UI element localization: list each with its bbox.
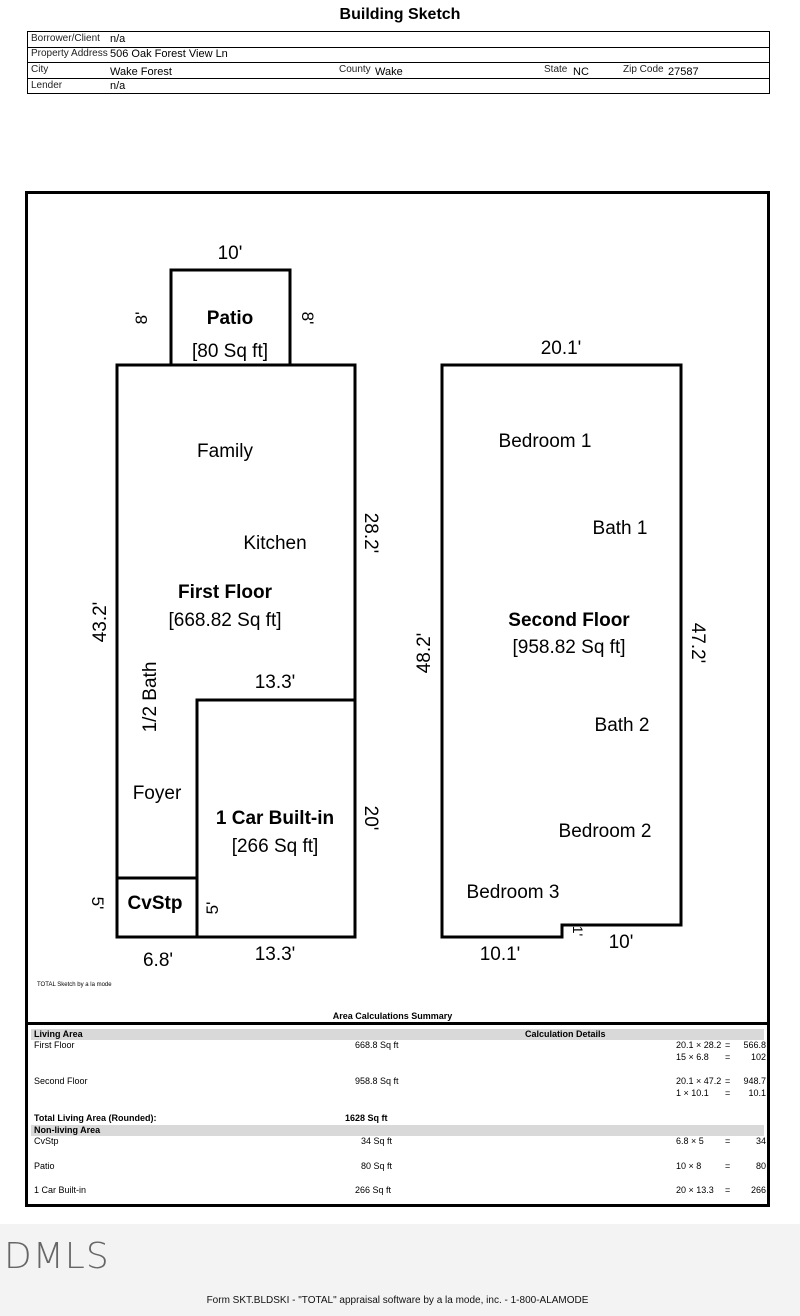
second-floor-calc-2: 1 × 10.1 — [676, 1088, 709, 1098]
dmls-logo: DMLS — [4, 1236, 110, 1277]
first-floor-calc-1: 20.1 × 28.2 — [676, 1040, 722, 1050]
city-label: City — [31, 64, 49, 75]
garage-right-dim: 20' — [360, 805, 381, 831]
borrower-label: Borrower/Client — [31, 33, 100, 44]
zip-value: 27587 — [668, 66, 699, 78]
second-floor-calc-2-result: 10.1 — [748, 1088, 766, 1098]
first-floor-label: First Floor — [34, 1040, 75, 1050]
patio-top-dim: 10' — [217, 243, 243, 264]
state-label: State — [544, 64, 568, 75]
garage-calc-eq: = — [725, 1185, 731, 1195]
second-floor-calc-1: 20.1 × 47.2 — [676, 1076, 722, 1086]
lender-label: Lender — [31, 80, 63, 91]
cvstp-name: CvStp — [127, 893, 183, 914]
room-bedroom-3: Bedroom 3 — [466, 882, 560, 903]
patio-value: 80 Sq ft — [361, 1161, 393, 1171]
state-value: NC — [573, 66, 589, 78]
second-floor-left-dim: 48.2' — [414, 632, 435, 674]
area-summary-table — [25, 1022, 770, 1207]
address-label: Property Address — [31, 48, 108, 59]
form-footer: Form SKT.BLDSKI - "TOTAL" appraisal software by a la mode, inc. - 1-800-ALAMODE — [206, 1295, 589, 1306]
lender-value: n/a — [110, 80, 126, 92]
patio-right-dim: 8' — [298, 311, 317, 325]
cvstp-label: CvStp — [34, 1136, 59, 1146]
second-floor-calc-2-eq: = — [725, 1088, 731, 1098]
first-floor-inner-dim: 13.3' — [254, 672, 296, 693]
second-floor-value: 958.8 Sq ft — [355, 1076, 399, 1086]
patio-calc-result: 80 — [755, 1161, 766, 1171]
garage-label: 1 Car Built-in — [34, 1185, 87, 1195]
living-area-band — [31, 1029, 764, 1040]
total-living-value: 1628 Sq ft — [345, 1113, 388, 1123]
nonliving-area-band — [31, 1125, 764, 1136]
address-value: 506 Oak Forest View Ln — [110, 48, 228, 60]
second-floor-area: [958.82 Sq ft] — [512, 637, 626, 658]
first-floor-calc-1-result: 566.8 — [743, 1040, 766, 1050]
garage-name: 1 Car Built-in — [215, 808, 335, 829]
second-floor-bottom-right-dim: 10' — [608, 932, 634, 953]
second-floor-calc-1-result: 948.7 — [743, 1076, 766, 1086]
patio-label: Patio — [34, 1161, 55, 1171]
garage-bottom-dim: 13.3' — [254, 944, 296, 965]
second-floor-right-dim: 47.2' — [687, 622, 708, 664]
room-kitchen: Kitchen — [243, 533, 307, 554]
county-value: Wake — [375, 66, 403, 78]
patio-calc: 10 × 8 — [676, 1161, 702, 1171]
patio-name: Patio — [206, 308, 254, 329]
first-floor-calc-2-eq: = — [725, 1052, 731, 1062]
cvstp-right-dim: 5' — [203, 901, 222, 915]
room-foyer: Foyer — [132, 783, 182, 804]
cvstp-bottom-dim: 6.8' — [142, 950, 174, 971]
cvstp-value: 34 Sq ft — [361, 1136, 393, 1146]
cvstp-left-dim: 5' — [88, 896, 107, 910]
living-area-header: Living Area — [34, 1029, 83, 1039]
cvstp-calc-eq: = — [725, 1136, 731, 1146]
patio-left-dim: 8' — [132, 311, 151, 325]
first-floor-value: 668.8 Sq ft — [355, 1040, 399, 1050]
total-living-label: Total Living Area (Rounded): — [34, 1113, 157, 1123]
calc-details-header: Calculation Details — [525, 1029, 606, 1039]
room-bath-2: Bath 2 — [594, 715, 650, 736]
first-floor-name: First Floor — [178, 582, 272, 603]
county-label: County — [339, 64, 371, 75]
garage-calc-result: 266 — [750, 1185, 766, 1195]
first-floor-left-dim: 43.2' — [90, 601, 111, 643]
first-floor-area: [668.82 Sq ft] — [168, 610, 282, 631]
second-floor-top-dim: 20.1' — [540, 338, 582, 359]
nonliving-area-header: Non-living Area — [34, 1125, 101, 1135]
page-title: Building Sketch — [339, 6, 461, 23]
first-floor-calc-1-eq: = — [725, 1040, 731, 1050]
borrower-value: n/a — [110, 33, 126, 45]
room-bath-1: Bath 1 — [592, 518, 648, 539]
room-half-bath: 1/2 Bath — [140, 661, 161, 733]
first-floor-calc-2: 15 × 6.8 — [676, 1052, 709, 1062]
second-floor-bottom-left-dim: 10.1' — [479, 944, 521, 965]
city-value: Wake Forest — [110, 66, 172, 78]
cvstp-calc: 6.8 × 5 — [676, 1136, 704, 1146]
room-bedroom-1: Bedroom 1 — [498, 431, 592, 452]
garage-calc: 20 × 13.3 — [676, 1185, 714, 1195]
room-family: Family — [197, 441, 253, 462]
patio-area: [80 Sq ft] — [191, 341, 269, 362]
garage-value: 266 Sq ft — [355, 1185, 392, 1195]
second-floor-name: Second Floor — [508, 610, 630, 631]
first-floor-calc-2-result: 102 — [750, 1052, 766, 1062]
area-summary-title: Area Calculations Summary — [332, 1011, 453, 1021]
second-floor-notch-dim: 1' — [570, 925, 586, 937]
sketch-caption: TOTAL Sketch by a la mode — [37, 982, 112, 988]
second-floor-calc-1-eq: = — [725, 1076, 731, 1086]
garage-area: [266 Sq ft] — [231, 836, 319, 857]
zip-label: Zip Code — [623, 64, 664, 75]
second-floor-label: Second Floor — [34, 1076, 88, 1086]
cvstp-calc-result: 34 — [755, 1136, 766, 1146]
patio-calc-eq: = — [725, 1161, 731, 1171]
room-bedroom-2: Bedroom 2 — [558, 821, 652, 842]
first-floor-right-dim: 28.2' — [360, 512, 381, 554]
